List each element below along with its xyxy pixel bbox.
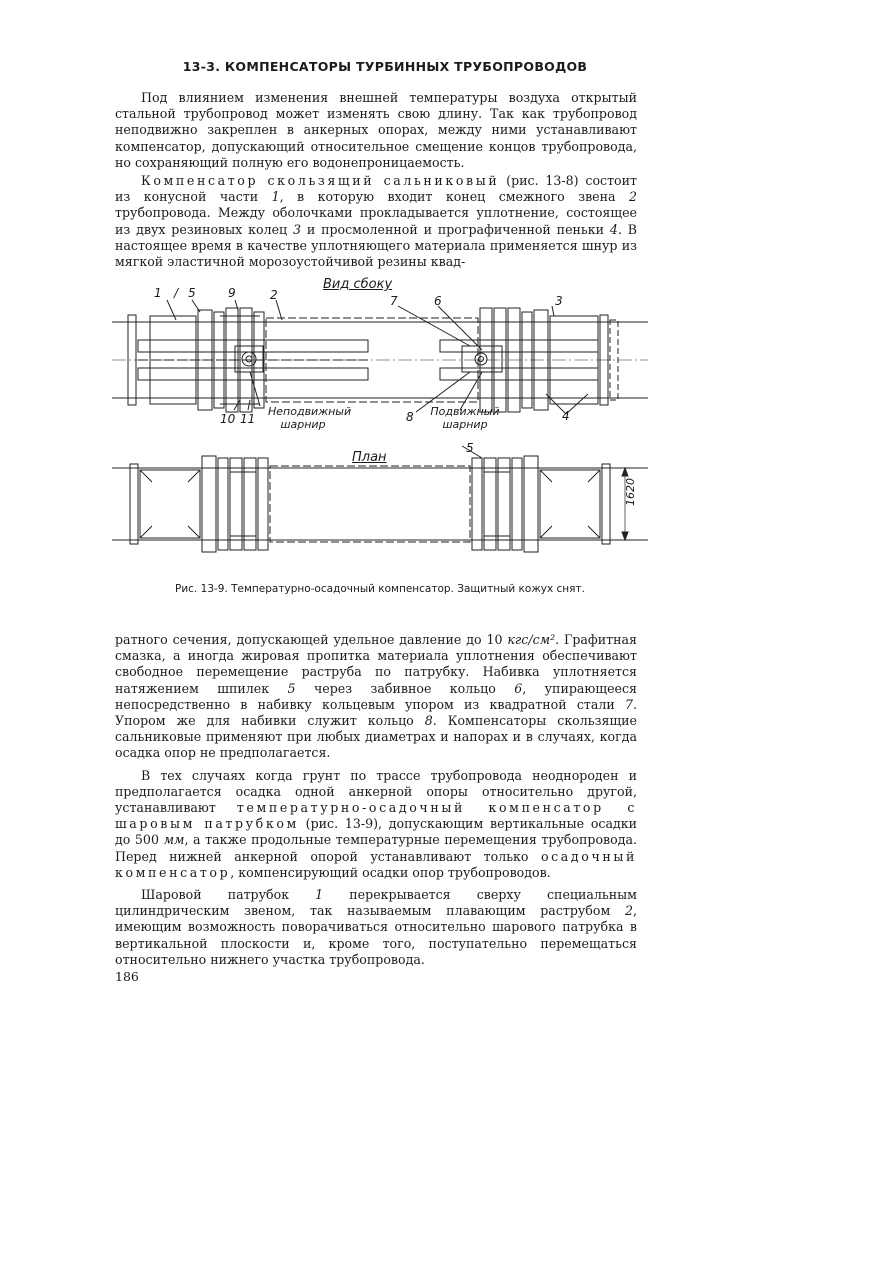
- text-run: (рис. 13-9), допускающим вертикальные осадки до 500: [115, 816, 637, 848]
- text-run: . Упором же для набивки служит кольцо: [115, 696, 637, 729]
- figure-13-9: [110, 277, 650, 610]
- label-5: 5: [188, 286, 196, 300]
- ref-number: 2: [629, 189, 638, 205]
- label-moving-joint: Подвижный шарнир: [430, 405, 500, 431]
- term-ball-compensator: температурно-осадочный компенсатор с шаровым патрубком: [115, 800, 637, 832]
- label-10: 10: [220, 412, 236, 426]
- ref-number: 5: [287, 680, 296, 696]
- text-run: перекрывается сверху специальным цилиндрическим звеном, так называемым плавающим раструбом: [115, 887, 637, 919]
- ref-number: 7: [624, 696, 633, 712]
- plan-view-title: План: [352, 450, 387, 465]
- label-2: 2: [270, 288, 278, 302]
- text-run: В тех случаях когда грунт по трассе трубопровода неоднороден и предполагается осадка одной анкерной опоры относительно другой, устанавливают: [115, 767, 637, 816]
- text-run: , компенсирующий осадки опор трубопроводов.: [230, 864, 551, 880]
- paragraph-sliding-compensator: [115, 173, 637, 270]
- ref-number: 6: [514, 680, 523, 696]
- paragraph-thermal-expansion: Под влиянием изменения внешней температуры воздуха открытый стальной трубопровод может изменять свою длину. Так как трубопровод неподвижно закреплен в анкерных опорах, между ними устанавливают компенсатор, допускающий относительное смещение концов трубопровода, но сохраняющий полную его водонепроницаемость.: [115, 90, 637, 170]
- label-4: 4: [562, 409, 570, 423]
- text-block-bottom: [115, 632, 637, 968]
- text-block-top: [115, 90, 637, 270]
- text-run: . В настоящее время в качестве уплотняющего материала применяется шнур из мягкой эластичной морозоустойчивой резины квад-: [115, 221, 637, 270]
- label-5-plan: 5: [466, 441, 474, 455]
- label-1: 1: [154, 286, 162, 300]
- text-run: через забивное кольцо: [295, 680, 515, 696]
- term-settlement-compensator: осадочный компенсатор: [115, 848, 637, 880]
- text-run: . Графитная смазка, а иногда жировая пропитка материала уплотнения обеспечивают свободное перемещение раструба по патрубку. Набивка уплотняется натяжением шпилек: [115, 632, 637, 696]
- ref-number: 4: [609, 221, 618, 237]
- unit: кгс/см²: [507, 632, 556, 647]
- label-11: 11: [240, 412, 256, 426]
- ref-number: 2: [624, 903, 633, 919]
- term-sliding-compensator: Компенсатор скользящий сальниковый: [141, 173, 500, 189]
- unit: мм: [163, 832, 185, 848]
- section-heading: 13-3. КОМПЕНСАТОРЫ ТУРБИННЫХ ТРУБОПРОВОДОВ: [182, 59, 588, 74]
- text-run: (рис. 13-8) состоит из конусной части: [115, 173, 637, 205]
- text-run: Шаровой патрубок: [141, 887, 316, 903]
- ref-number: 1: [315, 887, 324, 903]
- label-diameter: 1620: [624, 478, 637, 506]
- page-number: 186: [115, 969, 139, 984]
- label-8: 8: [406, 410, 414, 424]
- label-7: 7: [390, 294, 398, 308]
- ref-number: 8: [424, 713, 433, 729]
- paragraph-ball-socket: [115, 887, 637, 968]
- figure-caption: Рис. 13-9. Температурно-осадочный компенсатор. Защитный кожух снят.: [175, 583, 585, 595]
- label-9: 9: [228, 286, 236, 300]
- text-run: , а также продольные температурные перемещения трубопровода. Перед нижней анкерной опорой устанавливают только: [115, 832, 637, 864]
- label-3: 3: [555, 294, 563, 308]
- side-view-title: Вид сбоку: [323, 277, 393, 292]
- text-run: , в которую входит конец смежного звена: [279, 189, 629, 205]
- text-run: . Компенсаторы скользящие сальниковые применяют при любых диаметрах и напорах и в случаях, когда осадка опор не предполагается.: [115, 713, 637, 761]
- label-fixed-joint: Неподвижный шарнир: [268, 405, 352, 431]
- text-run: ратного сечения, допускающей удельное давление до 10: [115, 632, 508, 647]
- text-run: трубопровода. Между оболочками прокладывается уплотнение, состоящее из двух резиновых колец: [115, 205, 637, 237]
- ref-number: 1: [271, 189, 280, 205]
- side-view-drawing: [112, 300, 648, 414]
- ref-number: 3: [292, 221, 301, 237]
- label-tick: /: [174, 286, 179, 300]
- paragraph-sealing: [115, 632, 637, 762]
- paragraph-settlement-compensator: [115, 768, 637, 881]
- text-run: , упирающееся непосредственно в набивку кольцевым упором из квадратной стали: [115, 680, 637, 712]
- label-6: 6: [434, 294, 442, 308]
- text-run: и просмоленной и прографиченной пеньки: [300, 221, 610, 237]
- text-run: , имеющим возможность поворачиваться относительно шарового патрубка в вертикальной плоскости и, кроме того, поступательно перемещаться относительно нижнего участка трубопровода.: [115, 903, 637, 967]
- compensator-drawing: [110, 280, 650, 580]
